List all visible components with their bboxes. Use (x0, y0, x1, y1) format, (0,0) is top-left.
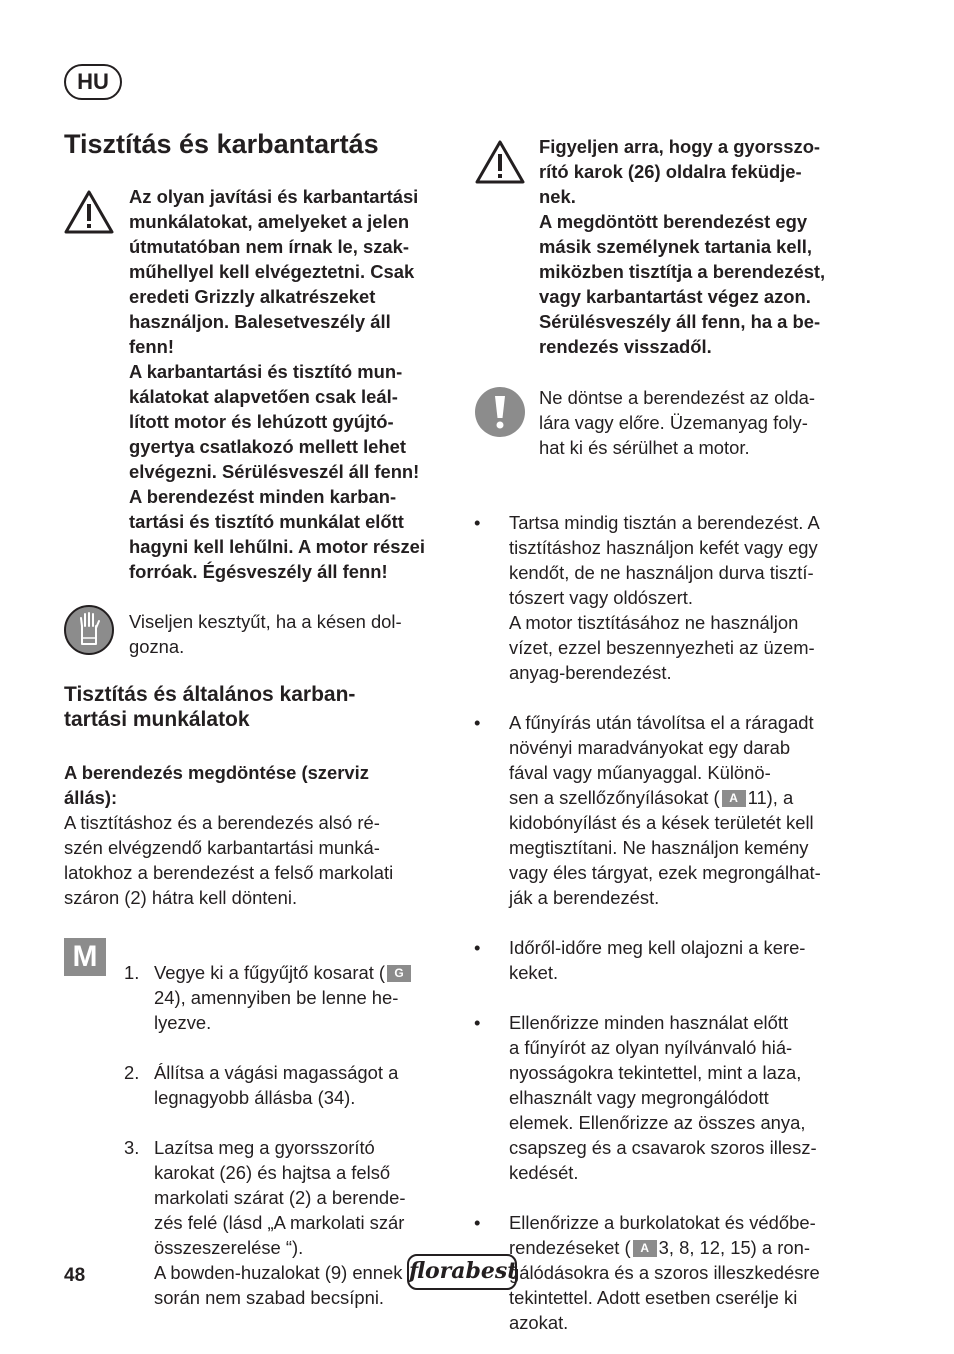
list-item (124, 1110, 454, 1310)
section-heading: Tisztítás és általános karban- tartási munkálatok (64, 683, 356, 731)
step-text: Lazítsa meg a gyorsszorító karokat (26) és hajtsa a felső markolati szárat (2) a berende- zés felé (lásd „A markolati szár összeszerelése “). A bowden-huzalokat (9) ennek során nem szabad becsípni. (154, 1137, 406, 1308)
brand-logo: florabest (407, 1254, 517, 1290)
step-number: 2. (124, 1062, 140, 1083)
tilt-warning-text: Figyeljen arra, hogy a gyorsszo- rító karok (26) oldalra feküdje- nek. A megdöntött berendezést egy másik személynek tartania kell, miközben tisztítja a berendezést, vagy karbantartást végez azon. Sérülésveszély áll fenn, ha a be- rendezés visszadől. (539, 136, 826, 357)
tilt-heading: A berendezés megdöntése (szerviz állás): (64, 762, 369, 808)
language-badge: HU (64, 64, 122, 100)
bullet-text: A fűnyírás után távolítsa el a ráragadt növényi maradványokat egy darab fával vagy műanyaggal. Különö- sen a szellőzőnyílásokat ( (509, 712, 814, 808)
step-text: Vegye ki a fűgyűjtő kosarat ( (154, 962, 386, 983)
bullet-text: 11), a kidobónyílást és a kések területét kell megtisztítani. Ne használjon kemény vagy éles tárgyat, ezek megrongálhat- ják a berendezést. (509, 787, 821, 908)
cleaning-bullet-list (474, 485, 874, 1335)
bullet-marker: • (474, 712, 481, 733)
step-text: Állítsa a vágási magasságot a legnagyobb állásba (34). (154, 1062, 399, 1108)
list-item (474, 985, 874, 1185)
exclamation-icon (474, 386, 526, 438)
list-item (474, 910, 874, 985)
figure-ref-badge: A (633, 1240, 657, 1257)
gloves-icon (63, 604, 115, 656)
maintenance-m-icon: M (64, 938, 106, 976)
gloves-text: Viseljen kesztyűt, ha a késen dol- gozna. (129, 611, 402, 657)
step-text: 24), amennyiben be lenne he- lyezve. (154, 987, 399, 1033)
bullet-marker: • (474, 1212, 481, 1233)
bullet-text: Ellenőrizze minden használat előtt a fűnyírót az olyan nyílvánvaló hiá- nyosságokra tekintettel, mint a laza, elhasznált vagy megrongálódott elemek. Ellenőrizze az összes anya, csapszeg és a csavarok szoros illesz- kedését. (509, 1012, 817, 1183)
figure-ref-badge: A (722, 790, 746, 807)
notice-text: Ne döntse a berendezést az olda- lára vagy előre. Üzemanyag foly- hat ki és sérülhet a motor. (539, 387, 816, 458)
tilt-steps-list (124, 935, 454, 1310)
list-item (474, 1185, 874, 1335)
list-item (124, 935, 454, 1035)
bullet-marker: • (474, 1012, 481, 1033)
figure-ref-badge: G (387, 965, 411, 982)
bullet-marker: • (474, 512, 481, 533)
maintenance-warning-text: Az olyan javítási és karbantartási munkálatokat, amelyeket a jelen útmutatóban nem írnak le, szak- műhellyel kell elvégeztetni. Csak eredeti Grizzly alkatrészeket használjon. Balesetveszély áll fenn! A karbantartási és tisztító mun- kálatokat alapvetően csak leál- lított motor és lehúzott gyújtó- gyertya csatlakozó mellett lehet elvégezni. Sérülésveszél áll fenn! A berendezést minden karban- tartási és tisztító munkálat előtt hagyni kell lehűlni. A motor részei forróak. Égésveszély áll fenn! (129, 186, 426, 582)
bullet-marker: • (474, 937, 481, 958)
list-item (124, 1035, 454, 1110)
warning-icon (474, 139, 526, 185)
page-title: Tisztítás és karbantartás (64, 129, 379, 159)
step-number: 1. (124, 962, 140, 983)
list-item (474, 685, 874, 910)
page-number: 48 (64, 1265, 86, 1286)
list-item (474, 485, 874, 685)
bullet-text: Időről-időre meg kell olajozni a kere- keket. (509, 937, 806, 983)
bullet-text: Ellenőrizze a burkolatokat és védőbe- rendezéseket ( (509, 1212, 816, 1258)
tilt-text: A tisztításhoz és a berendezés alsó ré- szén elvégzendő karbantartási munká- latokhoz a berendezést a felső markolati száron (2) hátra kell dönteni. (64, 812, 394, 908)
bullet-text: 3, 8, 12, 15) a ron- gálódásokra és a szoros illeszkedésre tekintettel. Adott esetben cserélje ki azokat. (509, 1237, 820, 1333)
step-number: 3. (124, 1137, 140, 1158)
bullet-text: Tartsa mindig tisztán a berendezést. A tisztításhoz használjon kefét vagy egy kendőt, de ne használjon durva tisztí- tószert vagy oldószert. A motor tisztításához ne használjon vízet, ezzel beszennyezheti az üzem- anyag-berendezést. (509, 512, 820, 683)
warning-icon (63, 189, 115, 235)
